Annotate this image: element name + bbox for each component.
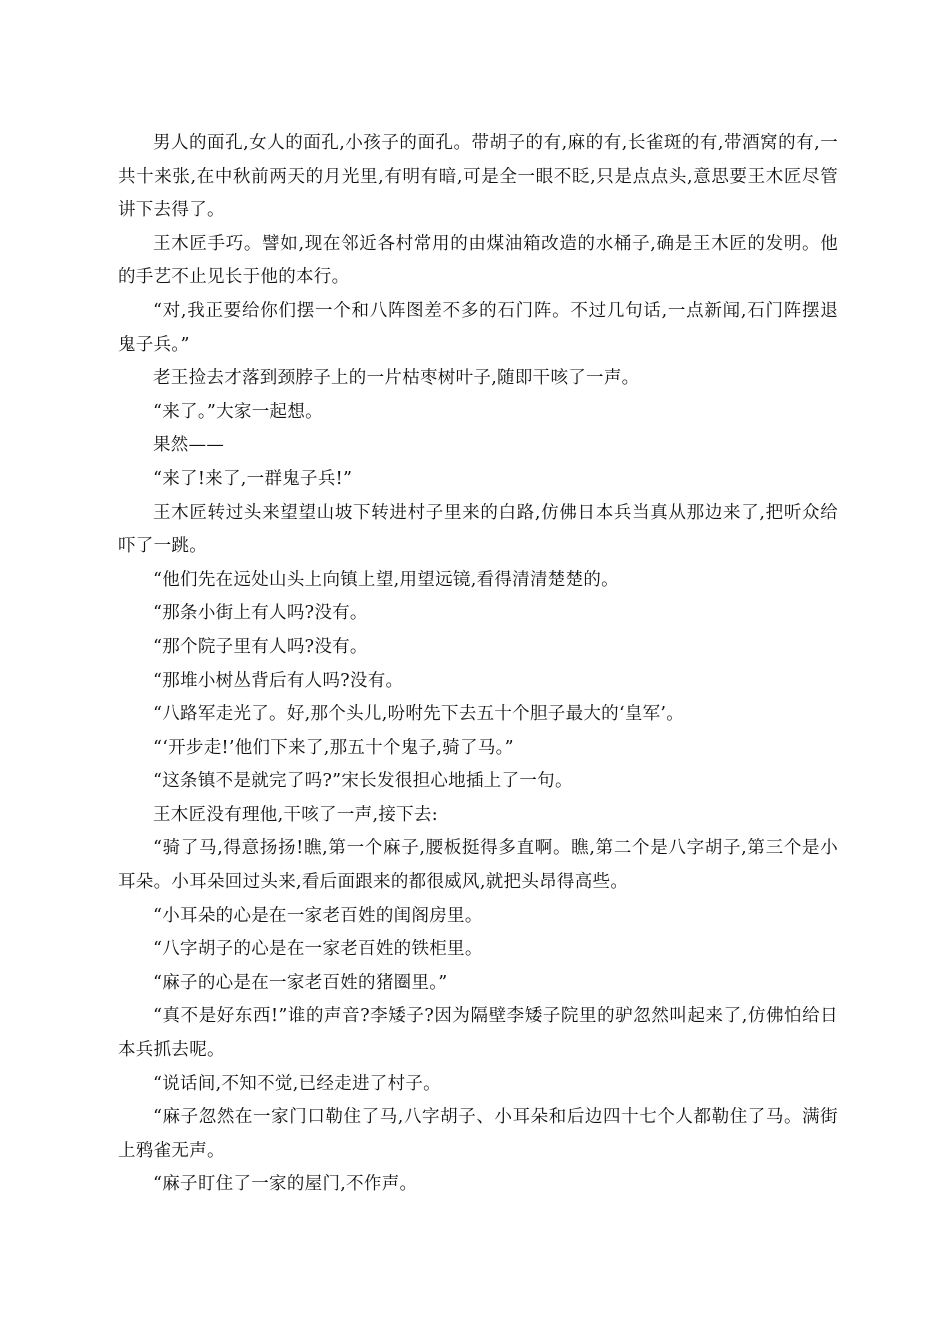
story-text (118, 127, 838, 1202)
paragraph: “麻子的心是在一家老百姓的猪圈里。” (153, 972, 448, 993)
paragraph: “来了!来了,一群鬼子兵!” (153, 468, 353, 489)
paragraph: “麻子盯住了一家的屋门,不作声。 (153, 1174, 418, 1195)
paragraph: “那个院子里有人吗?没有。 (153, 636, 368, 657)
paragraph: “那堆小树丛背后有人吗?没有。 (153, 670, 404, 691)
paragraph: “八路军走光了。好,那个头儿,吩咐先下去五十个胆子最大的‘皇军’。 (153, 704, 685, 725)
paragraph: “‘开步走!’他们下来了,那五十个鬼子,骑了马。” (153, 737, 514, 758)
paragraph: “那条小街上有人吗?没有。 (153, 603, 368, 624)
paragraph: “八字胡子的心是在一家老百姓的铁柜里。 (153, 939, 483, 960)
paragraph: 王木匠转过头来望望山坡下转进村子里来的白路,仿佛日本兵当真从那边来了,把听众给吓了一跳。 (118, 502, 838, 557)
paragraph: “真不是好东西!”谁的声音?李矮子?因为隔壁李矮子院里的驴忽然叫起来了,仿佛怕给日本兵抓去呢。 (118, 1006, 838, 1061)
paragraph: 王木匠手巧。譬如,现在邻近各村常用的由煤油箱改造的水桶子,确是王木匠的发明。他的手艺不止见长于他的本行。 (118, 233, 838, 288)
paragraph: “骑了马,得意扬扬!瞧,第一个麻子,腰板挺得多直啊。瞧,第二个是八字胡子,第三个是小耳朵。小耳朵回过头来,看后面跟来的都很威风,就把头昂得高些。 (118, 838, 838, 893)
paragraph: “来了。”大家一起想。 (153, 401, 323, 422)
paragraph: “对,我正要给你们摆一个和八阵图差不多的石门阵。不过几句话,一点新闻,石门阵摆退鬼子兵。” (118, 300, 838, 355)
paragraph: “他们先在远处山头上向镇上望,用望远镜,看得清清楚楚的。 (153, 569, 619, 590)
paragraph: “这条镇不是就完了吗?”宋长发很担心地插上了一句。 (153, 771, 573, 792)
paragraph: “小耳朵的心是在一家老百姓的闺阁房里。 (153, 905, 483, 926)
paragraph: 老王捡去才落到颈脖子上的一片枯枣树叶子,随即干咳了一声。 (153, 368, 640, 389)
paragraph: 男人的面孔,女人的面孔,小孩子的面孔。带胡子的有,麻的有,长雀斑的有,带酒窝的有,一共十来张,在中秋前两天的月光里,有明有暗,可是全一眼不眨,只是点点头,意思要王木匠尽管讲下去得了。 (118, 133, 838, 221)
paragraph: “说话间,不知不觉,已经走进了村子。 (153, 1073, 441, 1094)
paragraph: “麻子忽然在一家门口勒住了马,八字胡子、小耳朵和后边四十七个人都勒住了马。满街上鸦雀无声。 (118, 1107, 838, 1161)
paragraph: 王木匠没有理他,干咳了一声,接下去: (153, 804, 438, 825)
paragraph: 果然—— (153, 435, 225, 456)
